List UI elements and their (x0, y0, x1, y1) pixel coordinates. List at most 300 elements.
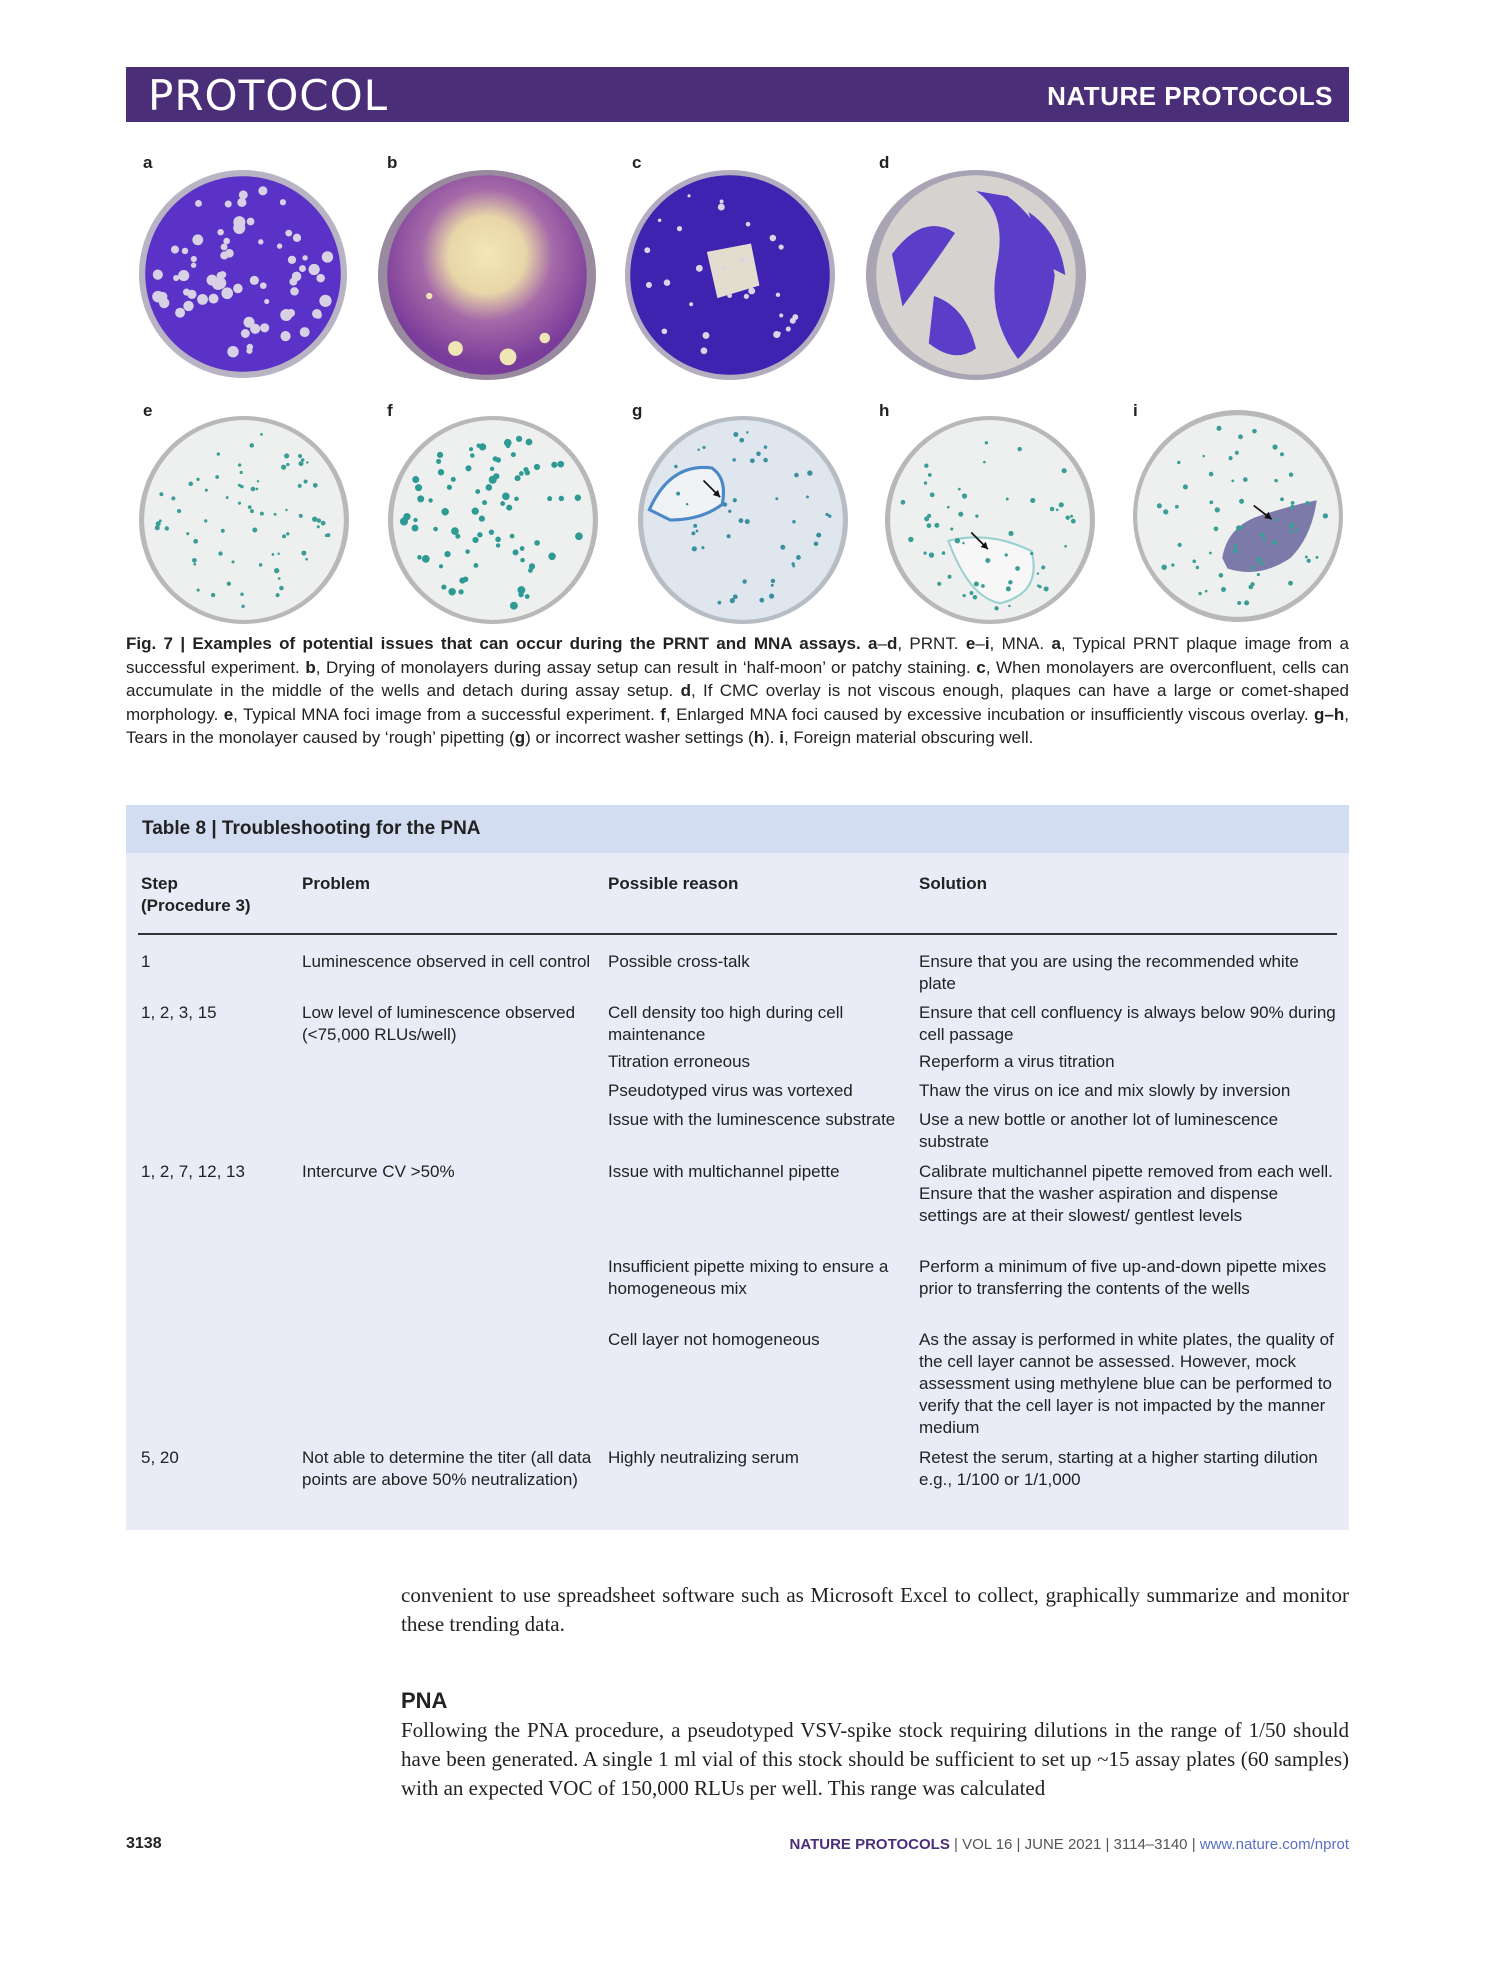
focus-spot (317, 518, 321, 522)
caption-text: , Typical MNA foci image from a successful experiment. (233, 704, 661, 724)
focus-spot (299, 514, 303, 518)
focus-spot (928, 473, 932, 477)
focus-spot (1295, 529, 1298, 532)
focus-spot (417, 495, 424, 502)
focus-spot (575, 495, 581, 501)
focus-spot (981, 584, 985, 588)
focus-spot (282, 534, 286, 538)
col-header-step-line2: (Procedure 3) (141, 896, 251, 915)
focus-spot (1272, 444, 1277, 449)
focus-spot (937, 582, 941, 586)
focus-spot (970, 591, 974, 595)
focus-spot (1030, 498, 1035, 503)
plaque-spot (770, 235, 777, 242)
caption-text: – (975, 634, 985, 653)
focus-spot (479, 516, 485, 522)
focus-spot (252, 527, 257, 532)
focus-spot (321, 521, 326, 526)
focus-spot (317, 525, 320, 528)
focus-spot (286, 532, 289, 535)
focus-spot (775, 497, 778, 500)
focus-spot (1157, 503, 1162, 508)
focus-spot (433, 527, 438, 532)
plaque-spot (315, 312, 322, 319)
focus-spot (1315, 556, 1318, 559)
focus-spot (692, 546, 697, 551)
col-header-step (141, 873, 251, 917)
focus-spot (192, 558, 197, 563)
table-cell-solution: Perform a minimum of five up-and-down pipette mixes prior to transferring the contents of the wells (919, 1257, 1327, 1298)
plaque-spot (779, 313, 783, 317)
focus-spot (814, 542, 819, 547)
caption-bold: d (886, 634, 898, 653)
focus-spot (985, 441, 988, 444)
focus-spot (298, 454, 302, 458)
dish-f-image (388, 416, 598, 624)
panel-label-h: h (879, 401, 890, 420)
focus-spot (559, 496, 564, 501)
focus-spot (193, 539, 198, 544)
focus-spot (723, 502, 728, 507)
focus-spot (260, 433, 263, 436)
focus-spot (451, 477, 456, 482)
focus-spot (948, 575, 952, 579)
focus-spot (1274, 479, 1278, 483)
caption-bold: d (680, 681, 691, 700)
focus-spot (1050, 507, 1055, 512)
focus-spot (756, 451, 761, 456)
focus-spot (422, 555, 430, 563)
dish-a-image (139, 170, 347, 378)
plaque-spot (287, 309, 295, 317)
focus-spot (448, 588, 455, 595)
focus-spot (547, 496, 552, 501)
footer-volume: | VOL 16 | JUNE 2021 | 3114–3140 | (949, 1836, 1200, 1853)
focus-spot (807, 470, 812, 475)
plaque-spot (246, 348, 252, 354)
table-cell-solution: As the assay is performed in white plates, the quality of the cell layer cannot be assessed. However, mock assessment using methylene blue can be performed to verify that the cell layer is not impacted by the manner medium (919, 1330, 1334, 1437)
focus-spot (285, 509, 287, 511)
focus-spot (1205, 590, 1208, 593)
plaque-spot (285, 230, 292, 237)
focus-spot (415, 484, 422, 491)
focus-spot (197, 589, 200, 592)
page-number: 3138 (126, 1835, 162, 1852)
focus-spot (171, 496, 175, 500)
focus-spot (1041, 565, 1045, 569)
caption-text: , Typical PRNT plaque image from a successful experiment. (126, 634, 1349, 677)
focus-spot (1006, 586, 1011, 591)
focus-spot (515, 475, 521, 481)
plaque-spot (239, 190, 248, 199)
focus-spot (930, 492, 935, 497)
focus-spot (534, 464, 540, 470)
dish-b-image (378, 170, 596, 380)
focus-spot (548, 553, 555, 560)
footer-citation (790, 1836, 1349, 1853)
focus-spot (733, 432, 738, 437)
focus-spot (529, 563, 535, 569)
caption-bold: a (868, 634, 878, 653)
section-heading-pna: PNA (401, 1688, 448, 1713)
focus-spot (403, 513, 410, 520)
table-cell-reason: Pseudotyped virus was vortexed (608, 1081, 853, 1100)
focus-spot (1161, 565, 1166, 570)
focus-spot (1062, 468, 1067, 473)
focus-spot (1250, 582, 1254, 586)
focus-spot (1272, 540, 1277, 545)
caption-bold: e (223, 704, 234, 724)
focus-spot (303, 479, 307, 483)
focus-spot (794, 473, 799, 478)
focus-spot (1239, 499, 1244, 504)
focus-spot (438, 469, 444, 475)
focus-spot (973, 595, 978, 600)
focus-spot (1030, 552, 1033, 555)
focus-spot (493, 456, 498, 461)
focus-spot (929, 552, 934, 557)
focus-spot (1071, 519, 1076, 524)
table-cell-solution: Thaw the virus on ice and mix slowly by inversion (919, 1081, 1291, 1100)
focus-spot (1056, 508, 1059, 511)
focus-spot (693, 524, 697, 528)
table-cell-solution: Ensure that you are using the recommended white plate (919, 952, 1299, 993)
focus-spot (1008, 531, 1013, 536)
table-cell-problem: Low level of luminescence observed (<75,000 RLUs/well) (302, 1003, 576, 1044)
plaque-spot (153, 270, 163, 280)
focus-spot (792, 520, 796, 524)
focus-spot (955, 538, 960, 543)
table-title: Table 8 | Troubleshooting for the PNA (142, 818, 481, 839)
focus-spot (908, 537, 913, 542)
focus-spot (962, 542, 964, 544)
focus-spot (701, 546, 704, 549)
focus-spot (746, 431, 748, 433)
plaque-spot (241, 329, 250, 338)
caption-text: , When monolayers are overconfluent, cells can accumulate in the middle of the wells and detach during assay setup. (126, 657, 1349, 700)
focus-spot (1070, 515, 1073, 518)
focus-spot (516, 436, 522, 442)
focus-spot (551, 462, 557, 468)
plaque-spot (288, 256, 296, 264)
focus-spot (463, 576, 469, 582)
focus-spot (764, 445, 768, 449)
plaque-spot (233, 216, 245, 228)
focus-spot (742, 579, 746, 583)
focus-spot (165, 526, 169, 530)
table-cell-reason: Possible cross-talk (608, 952, 750, 971)
plaque-spot (250, 276, 259, 285)
focus-spot (1289, 472, 1293, 476)
caption-bold: g–h (1314, 704, 1345, 724)
table-cell-problem: Luminescence observed in cell control (302, 952, 591, 971)
caption-text: , Foreign material obscuring well. (783, 728, 1034, 747)
focus-spot (1038, 585, 1041, 588)
focus-spot (469, 447, 473, 451)
focus-spot (702, 446, 705, 449)
focus-spot (1192, 559, 1196, 563)
focus-spot (510, 534, 515, 539)
table-cell-solution: Retest the serum, starting at a higher starting dilution e.g., 1/100 or 1/1,000 (919, 1448, 1318, 1489)
table-cell-reason: Insufficient pipette mixing to ensure a homogeneous mix (608, 1257, 889, 1298)
focus-spot (156, 521, 161, 526)
header-bar (126, 67, 1349, 122)
plaque-spot (244, 317, 255, 328)
focus-spot (697, 448, 699, 450)
focus-spot (520, 546, 525, 551)
footer-url-link[interactable]: www.nature.com/nprot (1199, 1836, 1349, 1853)
plaque-spot (322, 251, 333, 262)
focus-spot (1252, 429, 1257, 434)
focus-spot (1233, 549, 1238, 554)
body-paragraph-1: convenient to use spreadsheet software such as Microsoft Excel to collect, graphically summarize and monitor these trending data. (401, 1583, 1349, 1636)
focus-spot (301, 458, 305, 462)
focus-spot (1238, 434, 1243, 439)
plaque-spot (646, 282, 652, 288)
focus-spot (934, 523, 939, 528)
focus-spot (1006, 498, 1009, 501)
focus-spot (520, 558, 525, 563)
caption-bold: i (984, 634, 990, 653)
table-cell-solution: Use a new bottle or another lot of luminescence substrate (919, 1110, 1279, 1151)
plaque-spot (280, 199, 286, 205)
focus-spot (238, 463, 241, 466)
focus-spot (739, 518, 744, 523)
focus-spot (177, 509, 181, 513)
focus-spot (923, 552, 926, 555)
focus-spot (472, 537, 478, 543)
focus-spot (962, 594, 965, 597)
focus-spot (218, 551, 222, 555)
focus-spot (470, 453, 475, 458)
focus-spot (465, 465, 471, 471)
focus-spot (513, 549, 519, 555)
focus-spot (511, 452, 516, 457)
focus-spot (482, 500, 487, 505)
plaque-spot (195, 200, 202, 207)
plaque-spot (689, 302, 693, 306)
focus-spot (771, 579, 775, 583)
focus-spot (1289, 523, 1294, 528)
focus-spot (686, 503, 688, 505)
focus-spot (806, 495, 809, 498)
caption-bold: i (779, 728, 784, 747)
focus-spot (477, 532, 482, 537)
focus-spot (1017, 447, 1021, 451)
focus-spot (250, 509, 254, 513)
focus-spot (326, 533, 330, 537)
journal-name: NATURE PROTOCOLS (1047, 81, 1333, 111)
plaque-spot (776, 293, 780, 297)
focus-spot (1251, 566, 1255, 570)
focus-spot (958, 512, 963, 517)
plaque-spot (221, 287, 233, 299)
focus-spot (1059, 502, 1064, 507)
focus-spot (728, 510, 731, 513)
focus-spot (1219, 573, 1224, 578)
plaque-spot (191, 263, 196, 268)
focus-spot (962, 493, 967, 498)
focus-spot (412, 525, 419, 532)
dish-c-image (625, 170, 835, 380)
plaque-spot (233, 284, 243, 294)
plaque-spot (300, 327, 310, 337)
focus-spot (1178, 543, 1182, 547)
plaque-spot (720, 200, 724, 204)
focus-spot (750, 458, 755, 463)
focus-spot (1280, 497, 1284, 501)
caption-bold: h (753, 728, 765, 747)
table-cell-reason: Highly neutralizing serum (608, 1448, 799, 1467)
caption-text: , Enlarged MNA foci caused by excessive incubation or insufficiently viscous overlay. (665, 704, 1315, 724)
focus-spot (444, 551, 450, 557)
focus-spot (1288, 581, 1293, 586)
panel-label-e: e (143, 401, 153, 420)
focus-spot (975, 514, 978, 517)
plaque-spot (701, 347, 708, 354)
troubleshooting-table (126, 805, 1349, 1530)
focus-spot (1243, 525, 1246, 528)
panel-label-b: b (387, 153, 398, 172)
focus-spot (251, 487, 256, 492)
plaque-spot (702, 332, 709, 339)
plaque-spot (779, 244, 784, 249)
focus-spot (1237, 601, 1241, 605)
col-header-problem: Problem (302, 874, 371, 893)
focus-spot (248, 505, 252, 509)
focus-spot (1008, 580, 1012, 584)
focus-spot (1177, 461, 1180, 464)
focus-spot (276, 593, 280, 597)
focus-spot (495, 537, 501, 543)
focus-spot (526, 439, 533, 446)
focus-spot (412, 476, 419, 483)
plaque-spot (792, 314, 798, 320)
focus-spot (313, 483, 318, 488)
focus-spot (1260, 533, 1264, 537)
focus-spot (298, 461, 303, 466)
focus-spot (519, 471, 524, 476)
focus-spot (525, 594, 530, 599)
focus-spot (1183, 484, 1188, 489)
focus-spot (1209, 500, 1213, 504)
focus-spot (241, 605, 244, 608)
plaque-spot (209, 294, 219, 304)
plaque-spot (316, 274, 325, 283)
focus-spot (428, 498, 432, 502)
focus-spot (250, 443, 255, 448)
caption-bold: g (514, 728, 526, 747)
focus-spot (1196, 566, 1199, 569)
plaque-spot (182, 248, 188, 254)
focus-spot (413, 518, 417, 522)
focus-spot (1163, 509, 1168, 514)
focus-spot (284, 453, 289, 458)
focus-spot (417, 555, 422, 560)
col-header-solution: Solution (919, 874, 987, 893)
focus-spot (1256, 557, 1261, 562)
caption-bold: e (965, 634, 976, 653)
focus-spot (232, 560, 235, 563)
focus-spot (1037, 572, 1039, 574)
plaque-spot (723, 265, 727, 269)
focus-spot (924, 481, 927, 484)
table-cell-solution: Reperform a virus titration (919, 1052, 1115, 1071)
plaque-spot (264, 299, 269, 304)
focus-spot (260, 512, 264, 516)
focus-spot (493, 473, 499, 479)
focus-spot (510, 602, 518, 610)
caption-text: , MNA. (989, 634, 1052, 653)
dish-g-image (638, 416, 848, 624)
focus-spot (1171, 563, 1174, 566)
table-cell-reason: Issue with the luminescence substrate (608, 1110, 896, 1129)
focus-spot (1280, 452, 1284, 456)
dish-h-image (885, 416, 1095, 624)
table-cell-solution: Calibrate multichannel pipette removed from each well. Ensure that the washer aspiration and dispense settings are at their slowest/ gentlest levels (919, 1162, 1333, 1225)
focus-spot (211, 593, 215, 597)
focus-spot (718, 601, 722, 605)
plaque-spot (191, 256, 197, 262)
focus-spot (227, 582, 231, 586)
focus-spot (732, 458, 736, 462)
focus-spot (816, 533, 821, 538)
plaque-spot (258, 186, 267, 195)
plaque-spot (746, 222, 751, 227)
focus-spot (298, 484, 302, 488)
table-cell-step: 1 (141, 952, 151, 971)
focus-spot (506, 505, 512, 511)
focus-spot (455, 534, 460, 539)
focus-spot (1259, 561, 1263, 565)
focus-spot (780, 545, 785, 550)
plaque-spot (662, 328, 668, 334)
focus-spot (458, 589, 463, 594)
caption-text: – (877, 634, 887, 653)
caption-fig-label: Fig. 7 | Examples of potential issues that can occur during the PRNT and MNA assays. (126, 634, 861, 653)
focus-spot (759, 598, 764, 603)
col-header-step-line1: Step (141, 874, 178, 893)
focus-spot (226, 496, 229, 499)
panel-label-d: d (879, 153, 890, 172)
focus-spot (240, 485, 244, 489)
focus-spot (441, 584, 446, 589)
caption-bold: a (1051, 634, 1061, 653)
focus-spot (1221, 587, 1226, 592)
focus-spot (942, 551, 946, 555)
focus-spot (257, 480, 259, 482)
focus-spot (1243, 477, 1248, 482)
plaque-spot (192, 234, 203, 245)
focus-spot (575, 532, 583, 540)
caption-text: , If CMC overlay is not viscous enough, plaques can have a large or comet-shaped morphology. (126, 681, 1349, 724)
focus-spot (828, 514, 832, 518)
focus-spot (557, 461, 564, 468)
focus-spot (256, 488, 259, 491)
focus-spot (924, 464, 928, 468)
focus-spot (1290, 505, 1294, 509)
focus-spot (238, 502, 241, 505)
focus-spot (472, 508, 479, 515)
focus-spot (306, 461, 308, 463)
plaque-spot (159, 298, 169, 308)
caption-bold: c (976, 657, 986, 677)
focus-spot (1323, 513, 1328, 518)
focus-spot (924, 516, 929, 521)
focus-spot (1291, 501, 1295, 505)
focus-spot (186, 532, 189, 535)
plaque-spot (727, 293, 732, 298)
